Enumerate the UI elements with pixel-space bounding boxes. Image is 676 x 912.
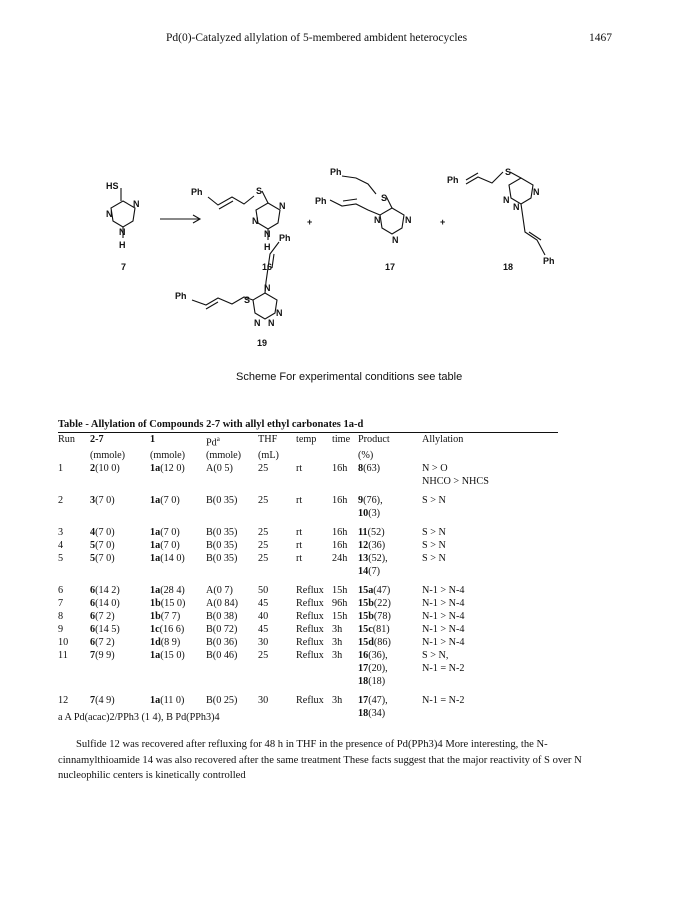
table-cell-product: 16(36),: [358, 650, 388, 662]
table-cell-cmp: [90, 662, 150, 675]
table-cell-time: [332, 507, 358, 520]
table-cell-allylation: [422, 675, 532, 688]
label-n: N: [264, 283, 271, 293]
table-cell-cmp: 6(14 5): [90, 624, 120, 636]
table-cell-temp: [296, 675, 332, 688]
label-n: N: [276, 308, 283, 318]
table-cell-product: 17(20),: [358, 663, 388, 675]
table-cell-thf: 30: [258, 695, 269, 707]
table-cell-run: [58, 675, 90, 688]
table-cell-cmp: [90, 475, 150, 488]
table-cell-time: 15h: [332, 611, 348, 623]
table-cell-time: [332, 475, 358, 488]
table-cell-run: 9: [58, 624, 64, 636]
label-n: N: [106, 209, 113, 219]
table-cell-product: 15d(86): [358, 637, 391, 649]
table-cell-allylation: N-1 > N-4: [422, 624, 465, 636]
label-ph: Ph: [447, 175, 459, 185]
label-ph: Ph: [330, 167, 342, 177]
column-header: Pd$^a$: [206, 435, 220, 449]
table-cell-cmp: 3(7 0): [90, 495, 115, 507]
table-cell-product: 11(52): [358, 527, 385, 539]
label-n: N: [264, 229, 271, 239]
table-cell-product: 18(18): [358, 676, 386, 688]
table-cell-temp: [296, 475, 332, 488]
table-cell-pd: A(0 7): [206, 585, 233, 597]
label-ph: Ph: [279, 233, 291, 243]
column-header: 1: [150, 434, 156, 445]
table-cell-pd: B(0 46): [206, 650, 238, 662]
table-cell-time: [332, 662, 358, 675]
table-cell-time: 24h: [332, 553, 348, 565]
column-header: time: [332, 434, 351, 445]
table-cell-thf: 25: [258, 540, 269, 552]
table-cell-temp: [296, 707, 332, 720]
ring-17: [380, 208, 404, 234]
table-cell-run: 5: [58, 553, 64, 565]
table-cell-time: 16h: [332, 495, 348, 507]
table-row: [58, 539, 532, 552]
table-row: [58, 694, 532, 707]
table-cell-run: 7: [58, 598, 64, 610]
table-row: [58, 494, 532, 507]
compound-number-19: 19: [257, 338, 268, 348]
compound-number-17: 17: [385, 262, 396, 272]
label-s: S: [505, 167, 512, 177]
body-text: [58, 737, 620, 784]
running-title: Pd(0)-Catalyzed allylation of 5-membered ambident heterocycles: [166, 32, 468, 44]
table-row: [58, 675, 532, 688]
label-n: N: [252, 216, 259, 226]
table-cell-cmp: 6(7 2): [90, 637, 115, 649]
column-header: Product: [358, 434, 390, 445]
table-cell-temp: Reflux: [296, 585, 324, 597]
table-cell-product: 15b(22): [358, 598, 391, 610]
label-n: N: [405, 215, 412, 225]
table-cell-cmp: 6(14 0): [90, 598, 120, 610]
table-cell-allylation: [422, 707, 532, 720]
column-header: Allylation: [422, 434, 464, 445]
label-n: N: [392, 235, 399, 245]
table-cell-pd: B(0 35): [206, 495, 238, 507]
table-cell-thf: 30: [258, 637, 269, 649]
table-cell-allyl: 1a(28 4): [150, 585, 185, 597]
plus-sign: +: [440, 217, 446, 227]
ring-18: [509, 178, 533, 204]
table-cell-thf: [258, 662, 296, 675]
table-cell-allyl: [150, 507, 206, 520]
table-cell-temp: Reflux: [296, 650, 324, 662]
table-cell-cmp: 4(7 0): [90, 527, 115, 539]
table-cell-temp: [296, 507, 332, 520]
table-cell-run: 2: [58, 495, 64, 507]
table-cell-product: 18(34): [358, 708, 386, 720]
table-cell-allylation: N-1 > N-4: [422, 611, 465, 623]
label-h: H: [119, 240, 126, 250]
table-footnote: a A Pd(acac)2/PPh3 (1 4), B Pd(PPh3)4: [58, 712, 220, 723]
table-cell-cmp: 2(10 0): [90, 463, 120, 475]
column-header: Run: [58, 434, 75, 445]
table-cell-product: [358, 475, 422, 488]
table-cell-allyl: [150, 565, 206, 578]
table-row: [58, 565, 532, 578]
table-cell-thf: 25: [258, 650, 269, 662]
table-cell-temp: [296, 565, 332, 578]
label-n: N: [279, 201, 286, 211]
table-cell-pd: B(0 38): [206, 611, 238, 623]
table-row: [58, 462, 532, 475]
table-body: [58, 433, 532, 720]
table-cell-allylation: N-1 > N-4: [422, 585, 465, 597]
table-cell-allyl: 1a(11 0): [150, 695, 185, 707]
table-cell-pd: [206, 475, 258, 488]
label-ph: Ph: [315, 196, 327, 206]
table-cell-cmp: 7(4 9): [90, 695, 115, 707]
table-row: [58, 584, 532, 597]
table-cell-allylation: S > N: [422, 540, 446, 552]
table-cell-thf: 25: [258, 495, 269, 507]
table-cell-pd: [206, 507, 258, 520]
plus-sign: +: [307, 217, 313, 227]
table-cell-run: 8: [58, 611, 64, 623]
table-cell-pd: B(0 35): [206, 540, 238, 552]
table-cell-time: 96h: [332, 598, 348, 610]
table-cell-run: 11: [58, 650, 68, 662]
table-cell-allylation: N > O: [422, 463, 448, 475]
table-cell-allyl: 1a(7 0): [150, 527, 180, 539]
compound-number-18: 18: [503, 262, 514, 272]
table-row: [58, 526, 532, 539]
table-cell-thf: 45: [258, 598, 269, 610]
label-hs: HS: [106, 181, 119, 191]
table-cell-time: [332, 675, 358, 688]
table-cell-pd: B(0 35): [206, 527, 238, 539]
table-row: [58, 507, 532, 520]
table-cell-temp: rt: [296, 553, 303, 565]
table-cell-time: 16h: [332, 527, 348, 539]
table-cell-time: 3h: [332, 624, 343, 636]
table-cell-allyl: [150, 675, 206, 688]
label-h: H: [264, 242, 271, 252]
table-cell-pd: B(0 25): [206, 695, 238, 707]
table-cell-pd: A(0 5): [206, 463, 233, 475]
table-cell-thf: 25: [258, 553, 269, 565]
table-cell-temp: [296, 662, 332, 675]
label-n: N: [374, 215, 381, 225]
table-cell-allyl: 1b(15 0): [150, 598, 186, 610]
compound-number-7: 7: [121, 262, 127, 272]
table-cell-allylation: N-1 > N-4: [422, 637, 465, 649]
table-cell-temp: Reflux: [296, 598, 324, 610]
table-cell-temp: rt: [296, 495, 303, 507]
label-n: N: [268, 318, 275, 328]
table-cell-run: 12: [58, 695, 69, 707]
reaction-scheme: [0, 80, 676, 380]
table-cell-thf: 40: [258, 611, 269, 623]
table-cell-allylation: S > N: [422, 553, 446, 565]
label-ph: Ph: [191, 187, 203, 197]
table-cell-thf: [258, 507, 296, 520]
table-cell-time: 15h: [332, 585, 348, 597]
table-cell-allyl: 1a(14 0): [150, 553, 185, 565]
label-n: N: [133, 199, 140, 209]
table-cell-temp: rt: [296, 527, 303, 539]
table-cell-thf: 25: [258, 527, 269, 539]
table-cell-allyl: 1a(15 0): [150, 650, 185, 662]
table-cell-cmp: [90, 675, 150, 688]
table-cell-allylation: S > N,: [422, 650, 449, 662]
table-cell-time: 3h: [332, 695, 343, 707]
table-cell-allyl: 1d(8 9): [150, 637, 181, 649]
table-cell-temp: Reflux: [296, 695, 324, 707]
table-cell-cmp: 5(7 0): [90, 540, 115, 552]
table-cell-allyl: 1b(7 7): [150, 611, 181, 623]
compound-number-16: 16: [262, 262, 273, 272]
table-cell-pd: [206, 662, 258, 675]
table-cell-product: 10(3): [358, 508, 381, 520]
table-cell-run: [58, 662, 90, 675]
table-cell-allyl: 1a(7 0): [150, 540, 180, 552]
table-cell-product: 8(63): [358, 463, 381, 475]
table-cell-allylation: [422, 565, 532, 578]
label-n: N: [254, 318, 261, 328]
column-header: temp: [296, 434, 317, 445]
table-cell-pd: [206, 565, 258, 578]
table-cell-pd: B(0 35): [206, 553, 238, 565]
table-cell-cmp: [90, 507, 150, 520]
ring-19: [253, 293, 277, 319]
table-cell-allylation: S > N: [422, 527, 446, 539]
table-cell-run: 3: [58, 527, 64, 539]
table-cell-pd: B(0 72): [206, 624, 238, 636]
table-cell-product: 15a(47): [358, 585, 391, 597]
table-cell-thf: [258, 565, 296, 578]
table-cell-time: 16h: [332, 540, 348, 552]
table-cell-time: [332, 565, 358, 578]
table-cell-temp: Reflux: [296, 624, 324, 636]
table-cell-run: 4: [58, 540, 64, 552]
label-ph: Ph: [543, 256, 555, 266]
label-n: N: [533, 187, 540, 197]
table-cell-run: [58, 507, 90, 520]
table-cell-cmp: 7(9 9): [90, 650, 115, 662]
table-header-row: [58, 433, 532, 449]
table-cell-run: 1: [58, 463, 64, 475]
table-cell-cmp: [90, 565, 150, 578]
table-cell-thf: [258, 475, 296, 488]
table-row: [58, 597, 532, 610]
allylation-table: [58, 433, 532, 720]
table-cell-thf: 25: [258, 463, 269, 475]
table-cell-allylation: N-1 = N-2: [422, 695, 465, 707]
table-cell-allyl: 1c(16 6): [150, 624, 185, 636]
column-header: THF: [258, 434, 278, 445]
table-cell-allyl: 1a(12 0): [150, 463, 185, 475]
table-row: [58, 662, 532, 675]
table-cell-run: 10: [58, 637, 69, 649]
table-cell-pd: [206, 675, 258, 688]
page-number: 1467: [589, 32, 612, 44]
table-cell-run: [58, 565, 90, 578]
table-title: Table - Allylation of Compounds 2-7 with allyl ethyl carbonates 1a-d: [58, 419, 364, 430]
label-s: S: [381, 193, 388, 203]
ring-7: [111, 201, 135, 227]
table-cell-product: 9(76),: [358, 495, 383, 507]
table-row: [58, 636, 532, 649]
table-cell-temp: rt: [296, 463, 303, 475]
table-row: [58, 623, 532, 636]
table-cell-time: 3h: [332, 650, 343, 662]
table-cell-allylation: N-1 > N-4: [422, 598, 465, 610]
label-n: N: [119, 227, 126, 237]
table-cell-product: 12(36): [358, 540, 386, 552]
table-cell-temp: Reflux: [296, 611, 324, 623]
table-row: [58, 475, 532, 488]
table-cell-allyl: 1a(7 0): [150, 495, 180, 507]
table-cell-cmp: 6(14 2): [90, 585, 120, 597]
table-cell-time: 16h: [332, 463, 348, 475]
table-cell-pd: A(0 84): [206, 598, 238, 610]
table-cell-allylation: S > N: [422, 495, 446, 507]
table-units-row: (mmole) (mmole) (mmole) (mL) (%): [90, 450, 374, 462]
table-cell-run: [58, 475, 90, 488]
table-cell-product: 17(47),: [358, 695, 388, 707]
table-row: [58, 610, 532, 623]
scheme-drawing: [0, 80, 676, 380]
ring-16: [256, 203, 280, 229]
table-cell-allylation: NHCO > NHCS: [422, 476, 489, 488]
label-s: S: [244, 295, 251, 305]
table-cell-thf: 50: [258, 585, 269, 597]
table-cell-time: 3h: [332, 637, 343, 649]
label-n: N: [513, 202, 520, 212]
table-cell-cmp: 5(7 0): [90, 553, 115, 565]
table-cell-allyl: [150, 662, 206, 675]
table-cell-cmp: 6(7 2): [90, 611, 115, 623]
table-cell-allylation: [422, 507, 532, 520]
table-cell-thf: [258, 675, 296, 688]
table-cell-temp: Reflux: [296, 637, 324, 649]
table-row: [58, 552, 532, 565]
table-cell-allyl: [150, 475, 206, 488]
table-cell-temp: rt: [296, 540, 303, 552]
label-s: S: [256, 186, 263, 196]
label-n: N: [503, 195, 510, 205]
table-row: [58, 649, 532, 662]
table-cell-product: 15c(81): [358, 624, 390, 636]
table-cell-product: 14(7): [358, 566, 381, 578]
table-cell-product: 13(52),: [358, 553, 388, 565]
label-ph: Ph: [175, 291, 187, 301]
column-header: 2-7: [90, 434, 104, 445]
table-cell-run: 6: [58, 585, 64, 597]
table-cell-allylation: N-1 = N-2: [422, 663, 465, 675]
body-paragraph: Sulfide 12 was recovered after refluxing for 48 h in THF in the presence of Pd(PPh3)4 More interesting, the N-cinnamylthioamide 14 was also recovered after the same treatment These facts suggest that the major reactivity of S over N nucleophilic centers is kinetically controlled: [58, 739, 582, 781]
table-cell-thf: [258, 707, 296, 720]
table-cell-product: 15b(78): [358, 611, 391, 623]
table-cell-pd: B(0 36): [206, 637, 238, 649]
table-cell-thf: 45: [258, 624, 269, 636]
table-cell-time: [332, 707, 358, 720]
